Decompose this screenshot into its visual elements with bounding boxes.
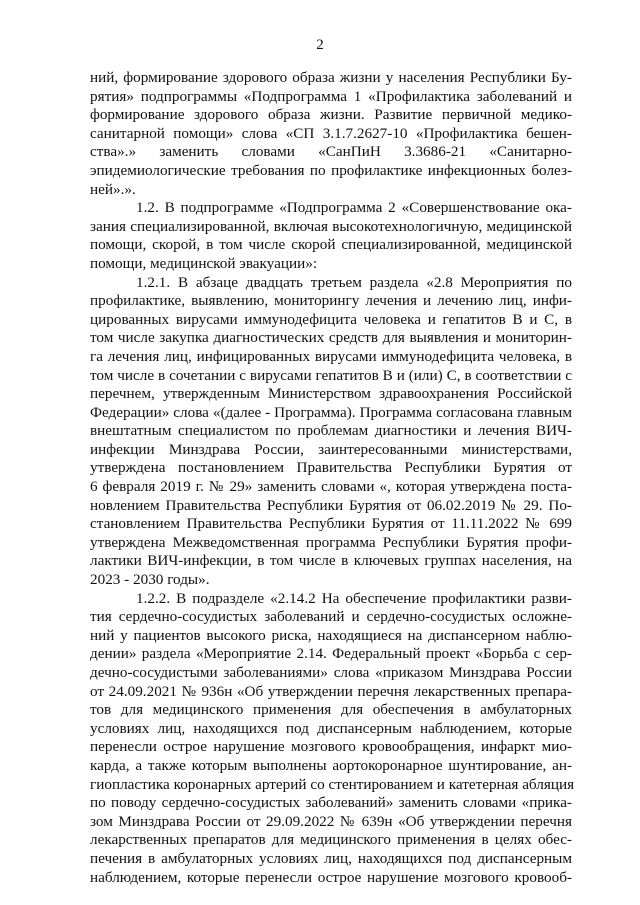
- text-line: лактики ВИЧ-инфекции, в том числе в ключевых группах населения, на: [90, 552, 572, 570]
- text-line: 1.2.2. В подразделе «2.14.2 На обеспечение профилактики разви-: [136, 589, 572, 607]
- text-line: 1.2. В подпрограмме «Подпрограмма 2 «Совершенствование ока-: [136, 199, 572, 217]
- text-line: санитарной помощи» слова «СП 3.1.7.2627-10 «Профилактика бешен-: [90, 124, 572, 142]
- text-line: ней».».: [90, 180, 136, 198]
- text-line: перечнем, утвержденным Министерством здравоохранения Российской: [90, 385, 572, 403]
- text-line: условиях лиц, находящихся под диспансерным наблюдением, которые: [90, 719, 572, 737]
- page-number: 2: [316, 37, 324, 53]
- document-body: [90, 69, 575, 887]
- text-line: перенесли острое нарушение мозгового кровообращения, инфаркт мио-: [90, 738, 572, 756]
- text-line: том числе в сочетании с вирусами гепатитов B и (или) C, в соответствии с: [90, 366, 572, 384]
- text-line: 1.2.1. В абзаце двадцать третьем раздела «2.8 Мероприятия по: [136, 273, 572, 291]
- text-line: га лечения лиц, инфицированных вирусами иммунодефицита человека, в: [90, 347, 572, 365]
- text-line: наблюдением, которые перенесли острое нарушение мозгового кровооб-: [90, 868, 572, 886]
- text-line: 2023 - 2030 годы».: [90, 571, 210, 589]
- text-line: Федерации» слова «(далее - Программа). Программа согласована главным: [90, 403, 572, 421]
- text-line: по поводу сердечно-сосудистых заболеваний» заменить словами «прика-: [90, 794, 572, 812]
- text-line: тия сердечно-сосудистых заболеваний и сердечно-сосудистых осложне-: [90, 608, 572, 626]
- text-line: дении» раздела «Мероприятие 2.14. Федеральный проект «Борьба с сер-: [90, 645, 572, 663]
- text-line: тов для медицинского применения для обеспечения в амбулаторных: [90, 701, 572, 719]
- text-line: инфекции Минздрава России, заинтересованными министерствами,: [90, 440, 572, 458]
- text-line: зом Минздрава России от 29.09.2022 № 639н «Об утверждении перечня: [90, 812, 572, 830]
- text-line: от 24.09.2021 № 936н «Об утверждении перечня лекарственных препара-: [90, 682, 572, 700]
- text-line: лекарственных препаратов для медицинского применения в целях обес-: [90, 831, 572, 849]
- text-line: утверждена Межведомственная программа Республики Бурятия профи-: [90, 533, 572, 551]
- text-line: цированных вирусами иммунодефицита человека и гепатитов B и C, в: [90, 310, 572, 328]
- text-line: том числе закупка диагностических средств для выявления и мониторин-: [90, 329, 572, 347]
- text-line: помощи, скорой, в том числе скорой специализированной, медицинской: [90, 236, 572, 254]
- text-line: дечно-сосудистыми заболеваниями» слова «приказом Минздрава России: [90, 664, 572, 681]
- text-line: 6 февраля 2019 г. № 29» заменить словами «, которая утверждена поста-: [90, 478, 572, 496]
- text-line: ний, формирование здорового образа жизни у населения Республики Бу-: [90, 69, 572, 86]
- text-line: ства».» заменить словами «СанПиН 3.3686-21 «Санитарно-: [90, 143, 572, 161]
- text-line: новлением Правительства Республики Бурятия от 06.02.2019 № 29. По-: [90, 496, 572, 514]
- text-line: становлением Правительства Республики Бурятия от 11.11.2022 № 699: [90, 515, 572, 533]
- text-line: карда, а также которым выполнены аортокоронарное шунтирование, ан-: [90, 756, 572, 774]
- text-line: внештатным специалистом по проблемам диагностики и лечения ВИЧ-: [90, 422, 572, 440]
- text-line: ний у пациентов высокого риска, находящиеся на диспансерном наблю-: [90, 626, 572, 644]
- text-line: эпидемиологические требования по профилактике инфекционных болез-: [90, 161, 572, 179]
- text-line: печения в амбулаторных условиях лиц, находящихся под диспансерным: [90, 849, 572, 867]
- text-line: утверждена постановлением Правительства Республики Бурятия от: [90, 459, 572, 477]
- text-line: помощи, медицинской эвакуации»:: [90, 254, 318, 272]
- text-line: зания специализированной, включая высокотехнологичную, медицинской: [90, 217, 572, 235]
- text-line: рятия» подпрограммы «Подпрограмма 1 «Профилактика заболеваний и: [90, 87, 572, 105]
- text-line: профилактике, выявлению, мониторингу лечения и лечению лиц, инфи-: [90, 292, 572, 310]
- text-line: формирование здорового образа жизни. Развитие первичной медико-: [90, 106, 572, 124]
- text-line: гиопластика коронарных артерий со стентированием и катетерная абляция: [90, 775, 575, 793]
